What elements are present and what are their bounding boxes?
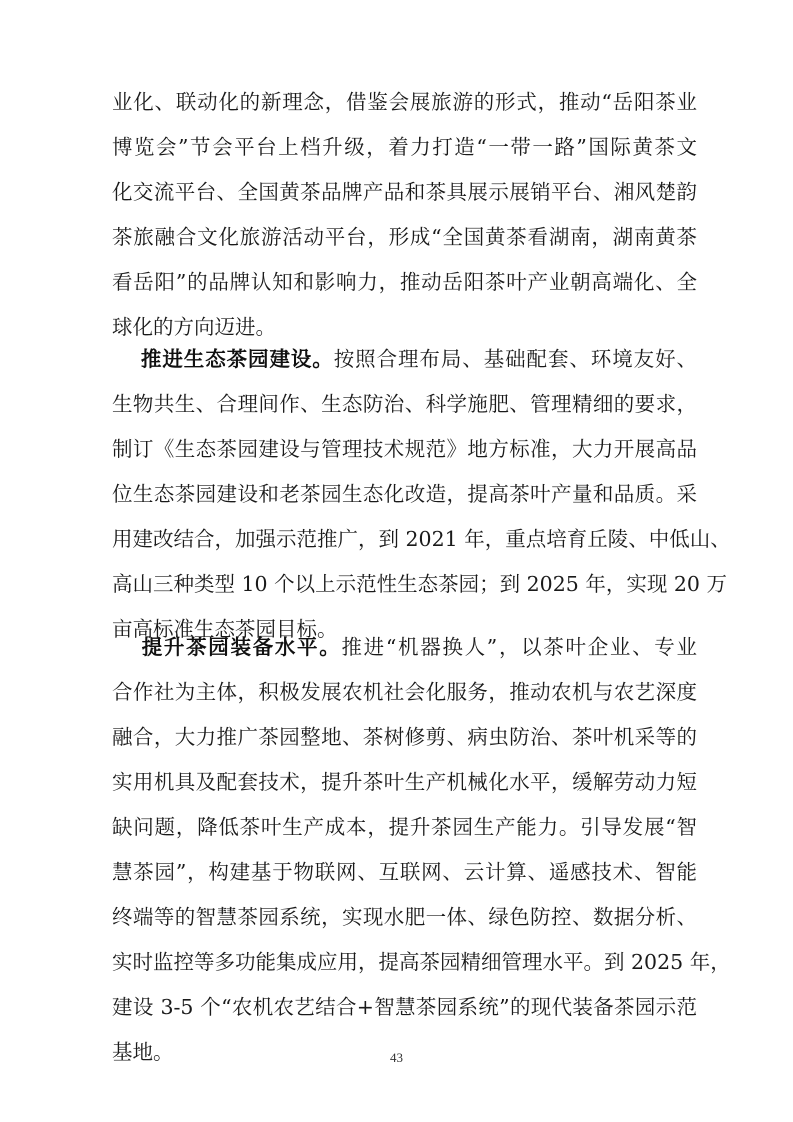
text-line: 终端等的智慧茶园系统，实现水肥一体、绿色防控、数据分析、 xyxy=(112,905,697,929)
text-line: 实时监控等多功能集成应用，提高茶园精细管理水平。到 2025 年， xyxy=(112,950,731,974)
paragraph-ecological-tea-garden xyxy=(112,337,731,652)
text-line: 缺问题，降低茶叶生产成本，提升茶园生产能力。引导发展“智 xyxy=(112,815,697,839)
text-line: 实用机具及配套技术，提升茶叶生产机械化水平，缓解劳动力短 xyxy=(112,770,697,794)
text-line: 建设 3-5 个“农机农艺结合+智慧茶园系统”的现代装备茶园示范 xyxy=(112,995,697,1019)
text-line: 慧茶园”，构建基于物联网、互联网、云计算、遥感技术、智能 xyxy=(112,860,697,884)
text-line: 化交流平台、全国黄茶品牌产品和茶具展示展销平台、湘风楚韵 xyxy=(112,180,697,204)
heading-continuation: 按照合理布局、基础配套、环境友好、 xyxy=(333,347,698,371)
text-line: 融合，大力推广茶园整地、茶树修剪、病虫防治、茶叶机采等的 xyxy=(112,725,697,749)
text-line: 生物共生、合理间作、生态防治、科学施肥、管理精细的要求， xyxy=(112,392,697,416)
text-line: 位生态茶园建设和老茶园生态化改造，提高茶叶产量和品质。采 xyxy=(112,482,697,506)
page-number: 43 xyxy=(390,1050,403,1065)
text-line: 博览会”节会平台上档升级，着力打造“一带一路”国际黄茶文 xyxy=(112,135,697,159)
paragraph-equipment-level xyxy=(112,625,731,1075)
text-line: 高山三种类型 10 个以上示范性生态茶园；到 2025 年，实现 20 万 xyxy=(112,572,727,596)
text-line: 业化、联动化的新理念，借鉴会展旅游的形式，推动“岳阳茶业 xyxy=(112,90,697,114)
text-line: 茶旅融合文化旅游活动平台，形成“全国黄茶看湖南，湖南黄茶 xyxy=(112,225,697,249)
text-line: 制订《生态茶园建设与管理技术规范》地方标准，大力开展高品 xyxy=(112,437,697,461)
text-line: 用建改结合，加强示范推广，到 2021 年，重点培育丘陵、中低山、 xyxy=(112,527,731,551)
section-heading: 提升茶园装备水平。 xyxy=(140,635,342,659)
text-line: 基地。 xyxy=(112,1040,174,1064)
text-line xyxy=(112,625,697,670)
text-line: 合作社为主体，积极发展农机社会化服务，推动农机与农艺深度 xyxy=(112,680,697,704)
text-line xyxy=(112,337,697,382)
text-line: 球化的方向迈进。 xyxy=(112,315,276,339)
text-line: 看岳阳”的品牌认知和影响力，推动岳阳茶叶产业朝高端化、全 xyxy=(112,270,697,294)
section-heading: 推进生态茶园建设。 xyxy=(140,347,334,371)
heading-continuation: 推进“机器换人”，以茶叶企业、专业 xyxy=(341,635,697,659)
text-line: 亩高标准生态茶园目标。 xyxy=(112,617,338,641)
paragraph-exhibition xyxy=(112,80,697,350)
